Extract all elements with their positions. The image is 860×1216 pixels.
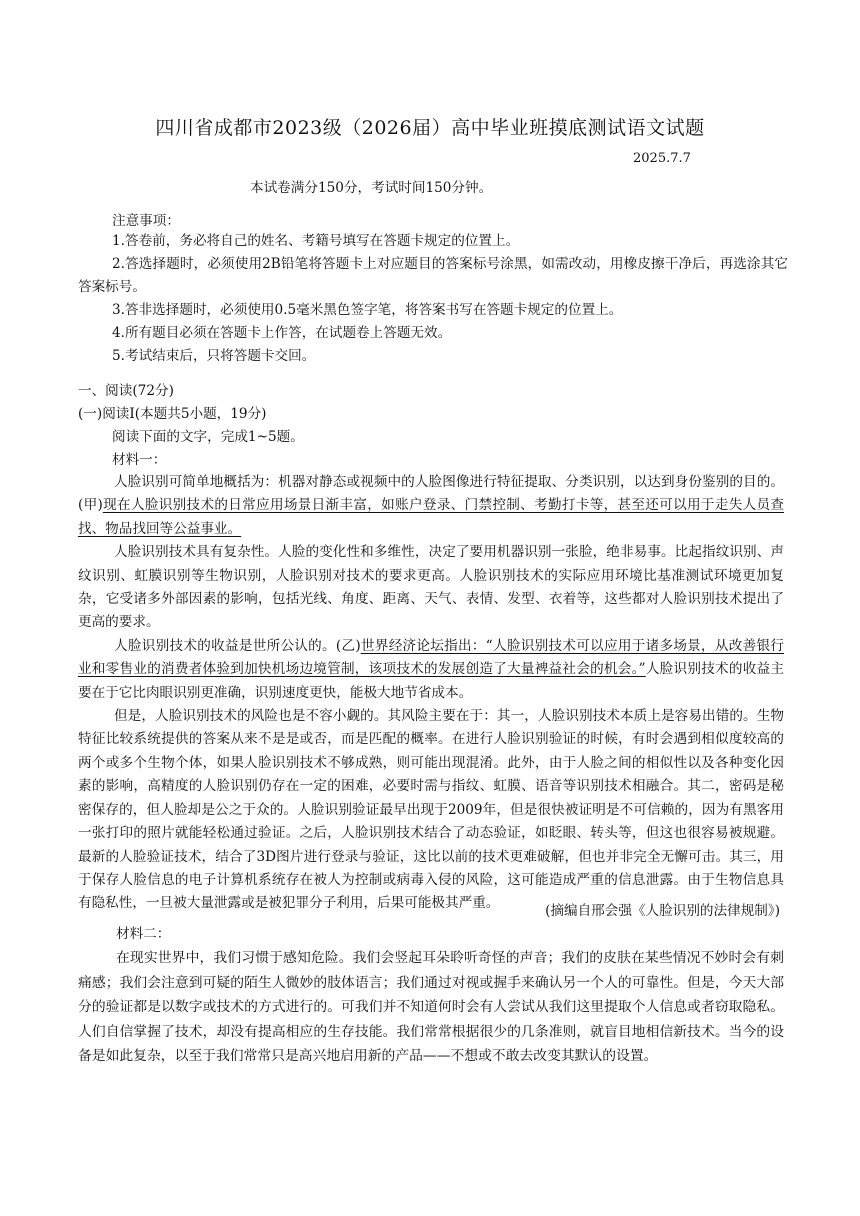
section-heading: 一、阅读(72分) <box>78 383 174 399</box>
notice-item: 4.所有题目必须在答题卡上作答，在试题卷上答题无效。 <box>112 325 452 341</box>
exam-date: 2025.7.7 <box>633 151 691 166</box>
section-instruction: 阅读下面的文字，完成1~5题。 <box>112 429 304 445</box>
material1-paragraph-3 <box>78 635 784 705</box>
material2-paragraph-1: 在现实世界中，我们习惯于感知危险。我们会竖起耳朵聆听奇怪的声音；我们的皮肤在某些情况不妙时会有刺痛感；我们会注意到可疑的陌生人微妙的肢体语言；我们通过对视或握手来确认另一个人的可靠性。但是，今天大部分的验证都是以数字或技术的方式进行的。可我们并不知道何时会有人尝试从我们这里提取个人信息或者窃取隐私。人们自信掌握了技术，却没有提高相应的生存技能。我们常常根据很少的几条准则，就盲目地相信新技术。当今的设备是如此复杂，以至于我们常常只是高兴地启用新的产品——不想或不敢去改变其默认的设置。 <box>78 950 784 1065</box>
material1-paragraph-2: 人脸识别技术具有复杂性。人脸的变化性和多维性，决定了要用机器识别一张脸，绝非易事。比起指纹识别、声纹识别、虹膜识别等生物识别，人脸识别对技术的要求更高。人脸识别技术的实际应用环境比基准测试环境更加复杂，它受诸多外部因素的影响，包括光线、角度、距离、天气、表情、发型、衣着等，这些都对人脸识别技术提出了更高的要求。 <box>78 544 784 631</box>
material1-body <box>78 471 784 916</box>
material2-label: 材料二： <box>116 926 171 942</box>
notice-item: 2.答选择题时，必须使用2B铅笔将答题卡上对应题目的答案标号涂黑，如需改动，用橡皮擦干净后，再选涂其它答案标号。 <box>78 256 788 295</box>
notice-item: 1.答卷前，务必将自己的姓名、考籍号填写在答题卡规定的位置上。 <box>112 233 520 249</box>
material1-paragraph-1 <box>78 471 784 541</box>
notice-title: 注意事项： <box>112 213 180 229</box>
p1-text: 人脸识别可简单地概括为：机器对静态或视频中的人脸图像进行特征提取、分类识别，以达到身份鉴别的目的。(甲) <box>78 474 784 514</box>
p1-underlined-sentence-jia: 现在人脸识别技术的日常应用场景日渐丰富，如账户登录、门禁控制、考勤打卡等，甚至还可以用于走失人员查找、物品找回等公益事业。 <box>78 497 785 537</box>
notice-item: 3.答非选择题时，必须使用0.5毫米黑色签字笔，将答案书写在答题卡规定的位置上。 <box>112 302 623 318</box>
exam-subtitle: 本试卷满分150分，考试时间150分钟。 <box>250 180 493 196</box>
p3-underlined-sentence-yi: 世界经济论坛指出：“人脸识别技术可以应用于诸多场景，从改善银行业和零售业的消费者体验到加快机场边境管制，该项技术的发展创造了大量裨益社会的机会。” <box>78 637 784 678</box>
notice-list <box>78 230 788 368</box>
material2-body <box>78 946 784 1069</box>
material1-paragraph-4: 但是，人脸识别技术的风险也是不容小觑的。其风险主要在于：其一，人脸识别技术本质上是容易出错的。生物特征比较系统提供的答案从来不是是或否，而是匹配的概率。在进行人脸识别验证的时候，有时会遇到相似度较高的两个或多个生物个体，如果人脸识别技术不够成熟，则可能出现混淆。此外，由于人脸之间的相似性以及各种变化因素的影响，高精度的人脸识别仍存在一定的困难，必要时需与指纹、虹膜、语音等识别技术相融合。其二，密码是秘密保存的，但人脸却是公之于众的。人脸识别验证最早出现于2009年，但是很快被证明是不可信赖的，因为有黑客用一张打印的照片就能轻松通过验证。之后，人脸识别技术结合了动态验证，如眨眼、转头等，但这也很容易被规避。最新的人脸验证技术，结合了3D图片进行登录与验证，这比以前的技术更难破解，但也并非完全无懈可击。其三，用于保存人脸信息的电子计算机系统存在被人为控制或病毒入侵的风险，这可能造成严重的信息泄露。由于生物信息具有隐私性，一旦被大量泄露或是被犯罪分子利用，后果可能极其严重。 <box>78 708 784 912</box>
material1-label: 材料一： <box>112 452 167 468</box>
p3-text-post: 人脸识别技术的收益主要在于它比肉眼识别更准确，识别速度更快，能极大地节省成本。 <box>78 661 784 701</box>
notice-item: 5.考试结束后，只将答题卡交回。 <box>112 348 316 364</box>
exam-title: 四川省成都市2023级（2026届）高中毕业班摸底测试语文试题 <box>155 117 705 139</box>
p3-text: 人脸识别技术的收益是世所公认的。(乙) <box>114 637 361 654</box>
section-sub-heading: (一)阅读Ⅰ(本题共5小题，19分) <box>78 406 267 422</box>
material1-source: (摘编自邢会强《人脸识别的法律规制》) <box>545 903 780 919</box>
